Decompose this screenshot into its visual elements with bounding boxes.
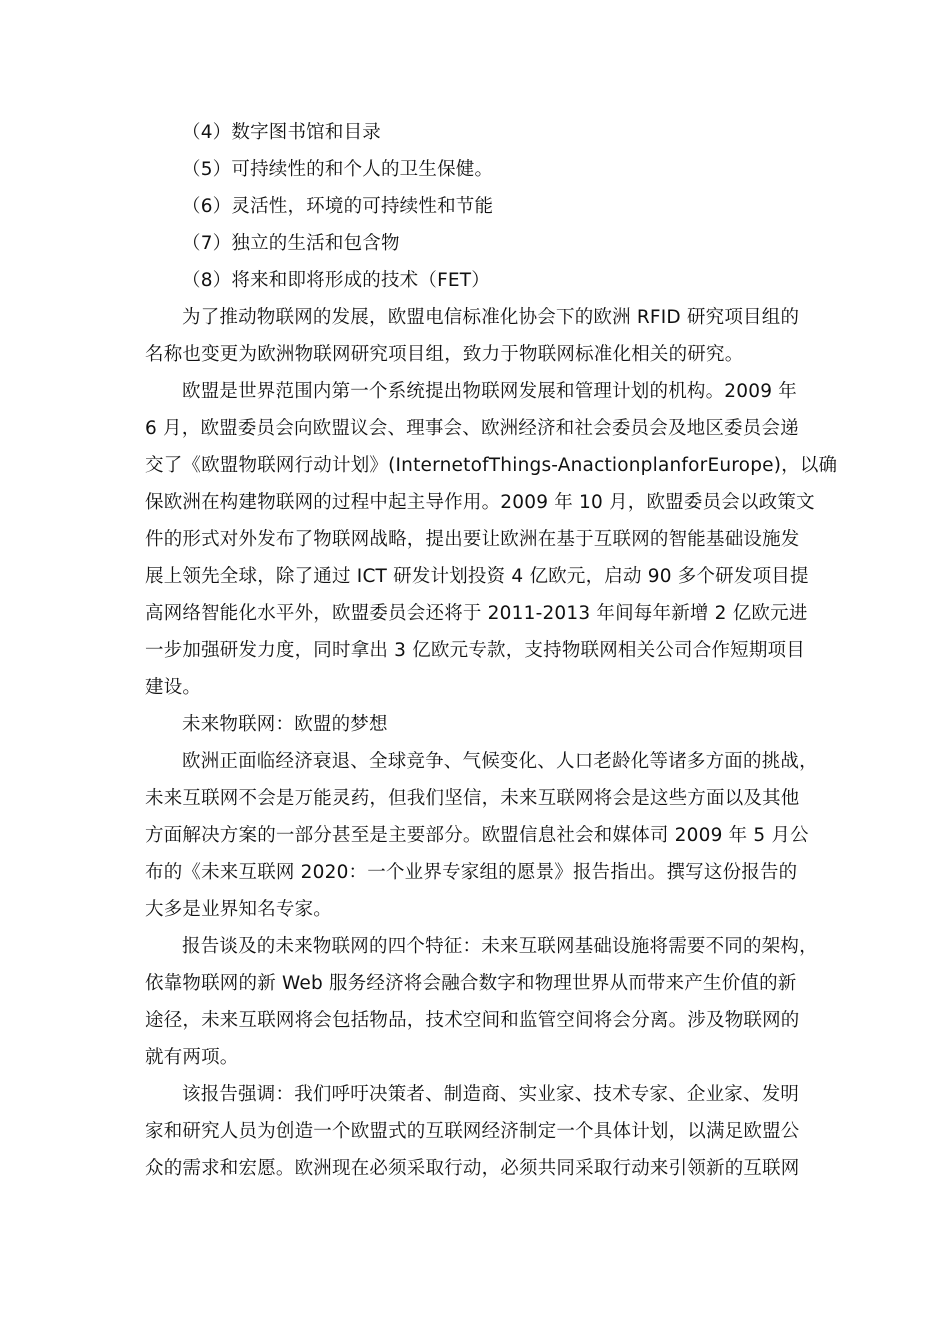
document-body bbox=[145, 114, 838, 1187]
paragraph-line: 欧洲正面临经济衰退、全球竞争、气候变化、人口老龄化等诸多方面的挑战， bbox=[182, 751, 818, 772]
paragraph-line: 该报告强调：我们呼吁决策者、制造商、实业家、技术专家、企业家、发明 bbox=[182, 1084, 800, 1105]
list-item: （5）可持续性的和个人的卫生保健。 bbox=[182, 159, 494, 180]
paragraph-line: 件的形式对外发布了物联网战略，提出要让欧洲在基于互联网的智能基础设施发 bbox=[145, 529, 800, 550]
section-heading: 未来物联网：欧盟的梦想 bbox=[182, 714, 388, 735]
paragraph-line: 家和研究人员为创造一个欧盟式的互联网经济制定一个具体计划，以满足欧盟公 bbox=[145, 1121, 800, 1142]
paragraph-line: 途径，未来互联网将会包括物品，技术空间和监管空间将会分离。涉及物联网的 bbox=[145, 1010, 800, 1031]
paragraph-line: 报告谈及的未来物联网的四个特征：未来互联网基础设施将需要不同的架构， bbox=[182, 936, 818, 957]
paragraph-line: 保欧洲在构建物联网的过程中起主导作用。2009 年 10 月，欧盟委员会以政策文 bbox=[145, 492, 815, 513]
paragraph-line: 6 月，欧盟委员会向欧盟议会、理事会、欧洲经济和社会委员会及地区委员会递 bbox=[145, 418, 799, 439]
paragraph-line: 高网络智能化水平外，欧盟委员会还将于 2011-2013 年间每年新增 2 亿欧元进 bbox=[145, 603, 808, 624]
paragraph-line: 建设。 bbox=[145, 677, 202, 698]
paragraph-line: 布的《未来互联网 2020：一个业界专家组的愿景》报告指出。撰写这份报告的 bbox=[145, 862, 798, 883]
paragraph-line: 就有两项。 bbox=[145, 1047, 239, 1068]
paragraph-line: 为了推动物联网的发展，欧盟电信标准化协会下的欧洲 RFID 研究项目组的 bbox=[182, 307, 800, 328]
paragraph-line: 展上领先全球，除了通过 ICT 研发计划投资 4 亿欧元，启动 90 多个研发项目提 bbox=[145, 566, 809, 587]
paragraph-line: 众的需求和宏愿。欧洲现在必须采取行动，必须共同采取行动来引领新的互联网 bbox=[145, 1158, 800, 1179]
paragraph-line: 依靠物联网的新 Web 服务经济将会融合数字和物理世界从而带来产生价值的新 bbox=[145, 973, 797, 994]
paragraph-line: 欧盟是世界范围内第一个系统提出物联网发展和管理计划的机构。2009 年 bbox=[182, 381, 797, 402]
paragraph-line: 大多是业界知名专家。 bbox=[145, 899, 333, 920]
paragraph-line: 一步加强研发力度，同时拿出 3 亿欧元专款，支持物联网相关公司合作短期项目 bbox=[145, 640, 805, 661]
list-item: （7）独立的生活和包含物 bbox=[182, 233, 400, 254]
list-item: （8）将来和即将形成的技术（FET） bbox=[182, 270, 491, 291]
paragraph-line: 未来互联网不会是万能灵药，但我们坚信，未来互联网将会是这些方面以及其他 bbox=[145, 788, 800, 809]
paragraph-line: 名称也变更为欧洲物联网研究项目组，致力于物联网标准化相关的研究。 bbox=[145, 344, 744, 365]
paragraph-line: 方面解决方案的一部分甚至是主要部分。欧盟信息社会和媒体司 2009 年 5 月公 bbox=[145, 825, 809, 846]
list-item: （4）数字图书馆和目录 bbox=[182, 122, 381, 143]
list-item: （6）灵活性，环境的可持续性和节能 bbox=[182, 196, 494, 217]
paragraph-line: 交了《欧盟物联网行动计划》(InternetofThings-AnactionplanforEurope)，以确 bbox=[145, 455, 838, 476]
